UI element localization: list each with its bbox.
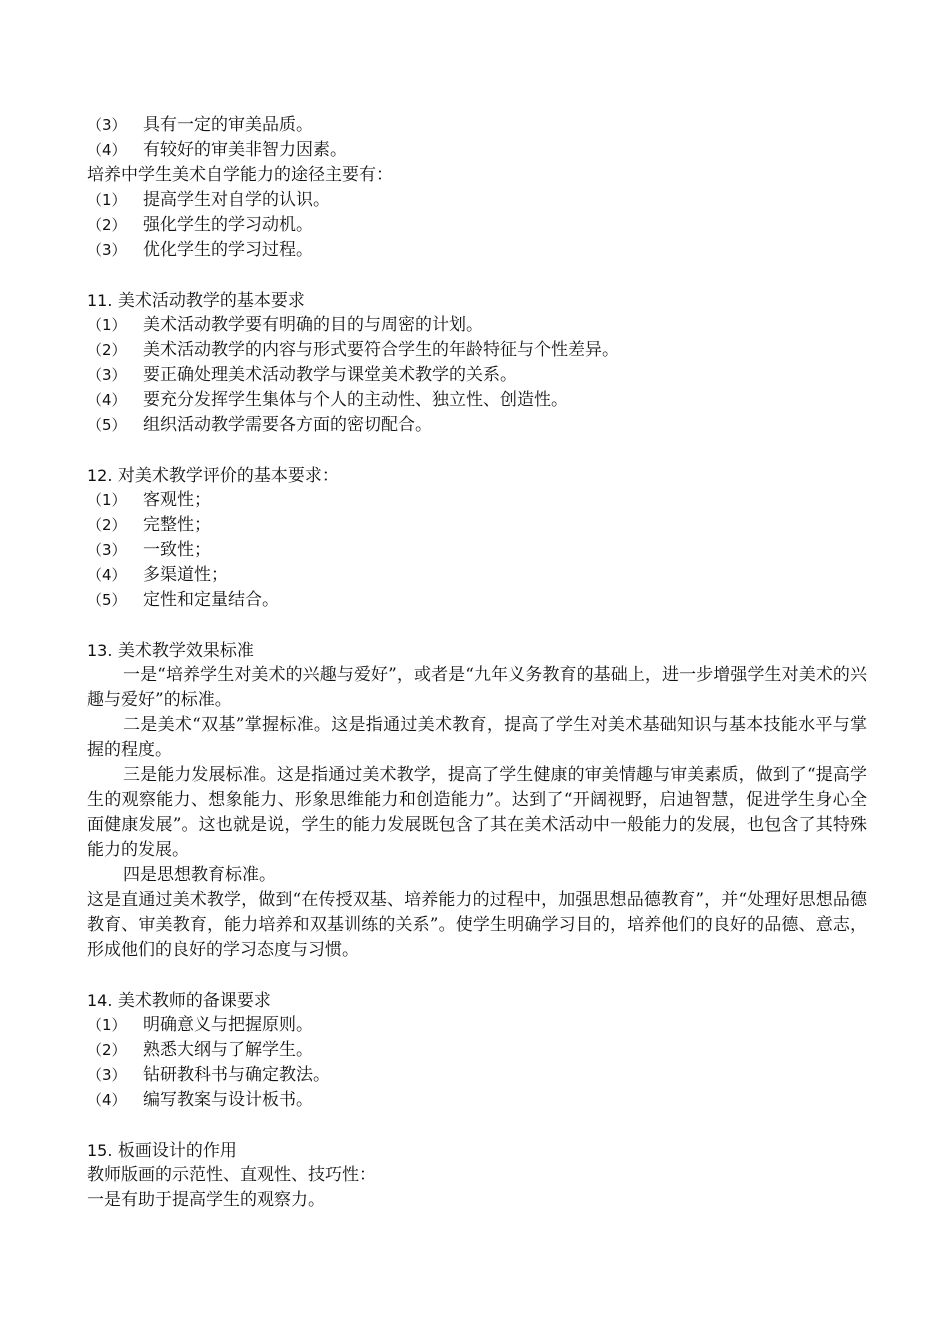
- section-number: 12.: [87, 466, 113, 485]
- spacer: [87, 438, 867, 463]
- list-item-text: 明确意义与把握原则。: [143, 1015, 313, 1035]
- list-item-text: 编写教案与设计板书。: [143, 1090, 313, 1110]
- list-item: [87, 1013, 867, 1038]
- list-item-text: 具有一定的审美品质。: [143, 115, 313, 135]
- list-item: [87, 563, 867, 588]
- paragraph: 二是美术“双基”掌握标准。这是指通过美术教育，提高了学生对美术基础知识与基本技能水平与掌握的程度。: [87, 715, 867, 760]
- list-item: [87, 1063, 867, 1088]
- section-heading-14: [87, 988, 867, 1013]
- list-item-text: 多渠道性；: [143, 565, 228, 585]
- paragraph: 这是直通过美术教学，做到“在传授双基、培养能力的过程中，加强思想品德教育”，并“处理好思想品德教育、审美教育，能力培养和双基训练的关系”。使学生明确学习目的，培养他们的良好的品德、意志，形成他们的良好的学习态度与习惯。: [87, 890, 867, 960]
- list-item-number: （1）: [87, 491, 127, 509]
- spacer: [87, 1113, 867, 1138]
- spacer: [87, 963, 867, 988]
- section-number: 11.: [87, 291, 113, 310]
- list-item-number: （5）: [87, 591, 127, 609]
- section-heading-15: [87, 1138, 867, 1163]
- list-item-number: （2）: [87, 516, 127, 534]
- section-title: 美术教学效果标准: [117, 641, 254, 661]
- list-item: [87, 363, 867, 388]
- list-item-text: 有较好的审美非智力因素。: [143, 140, 347, 160]
- list-item-number: （2）: [87, 1041, 127, 1059]
- list-item-number: （4）: [87, 391, 127, 409]
- paragraph: 一是“培养学生对美术的兴趣与爱好”，或者是“九年义务教育的基础上，进一步增强学生对美术的兴趣与爱好”的标准。: [87, 665, 867, 710]
- list-item-text: 钻研教科书与确定教法。: [143, 1065, 330, 1085]
- section-title: 板画设计的作用: [117, 1141, 237, 1161]
- list-item-text: 一致性；: [143, 540, 211, 560]
- list-item: [87, 488, 867, 513]
- paragraph: 四是思想教育标准。: [123, 865, 276, 885]
- list-item: [87, 113, 867, 138]
- section-number: 14.: [87, 991, 113, 1010]
- list-item: [87, 188, 867, 213]
- list-item-number: （3）: [87, 241, 127, 259]
- list-item-number: （1）: [87, 1016, 127, 1034]
- list-item-text: 美术活动教学要有明确的目的与周密的计划。: [143, 315, 483, 335]
- list-item-text: 要正确处理美术活动教学与课堂美术教学的关系。: [143, 365, 517, 385]
- list-item-number: （4）: [87, 1091, 127, 1109]
- list-item: [87, 588, 867, 613]
- list-item-text: 完整性；: [143, 515, 211, 535]
- list-item: [87, 538, 867, 563]
- list-item: [87, 238, 867, 263]
- list-item: [87, 1038, 867, 1063]
- document-body: [87, 113, 867, 1213]
- spacer: [87, 613, 867, 638]
- list-item-text: 强化学生的学习动机。: [143, 215, 313, 235]
- list-item-text: 客观性；: [143, 490, 211, 510]
- section-heading-12: [87, 463, 867, 488]
- section-number: 15.: [87, 1141, 113, 1160]
- list-item: [87, 413, 867, 438]
- spacer: [87, 263, 867, 288]
- list-item-number: （3）: [87, 366, 127, 384]
- list-item-text: 要充分发挥学生集体与个人的主动性、独立性、创造性。: [143, 390, 568, 410]
- subtitle: 培养中学生美术自学能力的途径主要有：: [87, 165, 393, 185]
- list-item: [87, 313, 867, 338]
- list-item-text: 美术活动教学的内容与形式要符合学生的年龄特征与个性差异。: [143, 340, 619, 360]
- section-title: 对美术教学评价的基本要求：: [117, 466, 339, 486]
- list-item: [87, 338, 867, 363]
- section-title: 美术活动教学的基本要求: [117, 291, 305, 311]
- list-item-text: 组织活动教学需要各方面的密切配合。: [143, 415, 432, 435]
- list-item-number: （3）: [87, 541, 127, 559]
- list-item-number: （5）: [87, 416, 127, 434]
- list-item-number: （3）: [87, 1066, 127, 1084]
- list-item-number: （4）: [87, 141, 127, 159]
- list-item-number: （1）: [87, 191, 127, 209]
- section-heading-11: [87, 288, 867, 313]
- list-item-number: （3）: [87, 116, 127, 134]
- list-item: [87, 388, 867, 413]
- text-line: 教师版画的示范性、直观性、技巧性：: [87, 1165, 376, 1185]
- list-item: [87, 138, 867, 163]
- list-item: [87, 513, 867, 538]
- paragraph: 三是能力发展标准。这是指通过美术教学，提高了学生健康的审美情趣与审美素质，做到了“提高学生的观察能力、想象能力、形象思维能力和创造能力”。达到了“开阔视野，启迪智慧，促进学生身心全面健康发展”。这也就是说，学生的能力发展既包含了其在美术活动中一般能力的发展，也包含了其特殊能力的发展。: [87, 765, 867, 860]
- list-item: [87, 1088, 867, 1113]
- list-item-number: （2）: [87, 341, 127, 359]
- section-number: 13.: [87, 641, 113, 660]
- text-line: 一是有助于提高学生的观察力。: [87, 1190, 325, 1210]
- list-item-number: （4）: [87, 566, 127, 584]
- section-heading-13: [87, 638, 867, 663]
- list-item-number: （1）: [87, 316, 127, 334]
- list-item-text: 熟悉大纲与了解学生。: [143, 1040, 313, 1060]
- section-title: 美术教师的备课要求: [117, 991, 271, 1011]
- list-item-text: 定性和定量结合。: [143, 590, 279, 610]
- list-item-text: 优化学生的学习过程。: [143, 240, 313, 260]
- list-item-text: 提高学生对自学的认识。: [143, 190, 330, 210]
- list-item: [87, 213, 867, 238]
- list-item-number: （2）: [87, 216, 127, 234]
